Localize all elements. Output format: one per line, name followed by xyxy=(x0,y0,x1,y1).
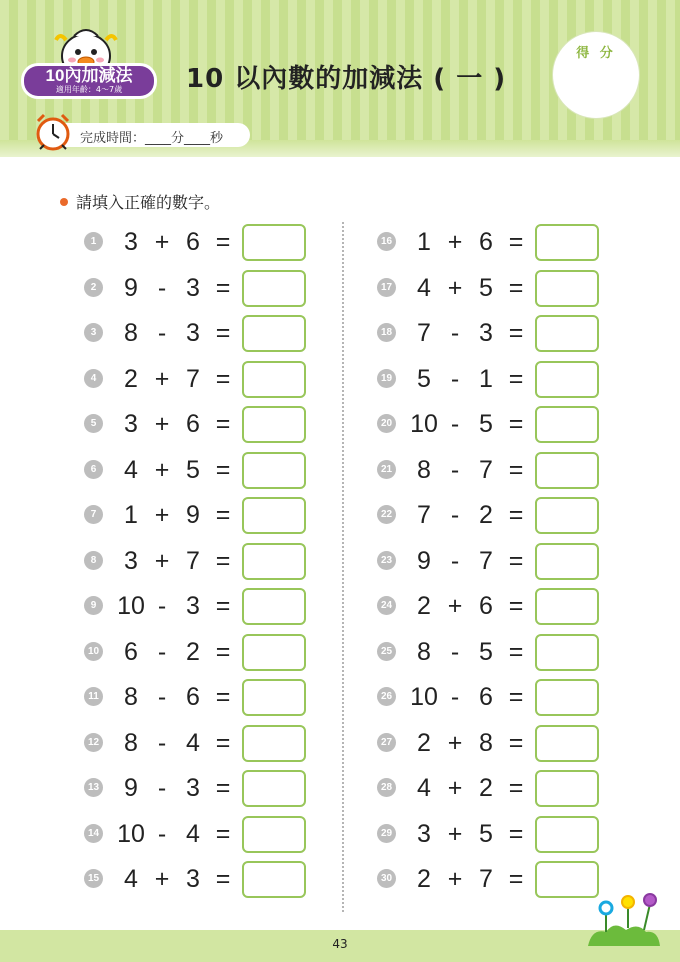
problem-row xyxy=(84,361,344,407)
operand-a: 2 xyxy=(124,364,138,393)
problem-row xyxy=(377,588,637,634)
equals-sign: = xyxy=(508,637,524,666)
answer-box[interactable] xyxy=(242,588,306,625)
operator: - xyxy=(450,683,460,711)
answer-box[interactable] xyxy=(242,406,306,443)
answer-box[interactable] xyxy=(535,816,599,853)
operator: + xyxy=(447,728,463,757)
problem-number: 10 xyxy=(84,642,103,661)
problem-number: 29 xyxy=(377,824,396,843)
operand-a: 9 xyxy=(417,546,431,575)
answer-box[interactable] xyxy=(535,543,599,580)
equals-sign: = xyxy=(215,637,231,666)
operand-b: 3 xyxy=(186,592,200,620)
equals-sign: = xyxy=(215,319,231,347)
age-badge xyxy=(24,66,154,96)
equals-sign: = xyxy=(508,364,524,393)
answer-box[interactable] xyxy=(242,816,306,853)
answer-box[interactable] xyxy=(535,270,599,307)
answer-box[interactable] xyxy=(242,315,306,352)
problem-row xyxy=(377,406,637,452)
problem-column-left xyxy=(84,224,344,907)
problem-row xyxy=(84,725,344,771)
problem-row xyxy=(377,543,637,589)
operand-b: 2 xyxy=(479,774,493,802)
operand-b: 7 xyxy=(186,364,200,393)
operator: - xyxy=(450,319,460,347)
equals-sign: = xyxy=(215,592,231,620)
problem-number: 2 xyxy=(84,278,103,297)
equals-sign: = xyxy=(508,774,524,802)
operand-a: 8 xyxy=(417,455,431,484)
operand-b: 7 xyxy=(479,546,493,575)
equals-sign: = xyxy=(508,273,524,302)
operand-b: 1 xyxy=(479,364,493,393)
answer-box[interactable] xyxy=(535,770,599,807)
problem-row xyxy=(84,543,344,589)
operand-b: 5 xyxy=(479,819,493,848)
badge-title: 10內加減法 xyxy=(45,66,133,85)
operand-a: 1 xyxy=(417,228,431,256)
problem-row xyxy=(377,452,637,498)
operand-b: 6 xyxy=(186,683,200,711)
problem-row xyxy=(84,224,344,270)
problem-row xyxy=(84,270,344,316)
completion-time-label: 完成時間：____分____秒 xyxy=(80,131,224,146)
problem-number: 20 xyxy=(377,414,396,433)
operand-b: 2 xyxy=(479,501,493,529)
problem-number: 26 xyxy=(377,687,396,706)
equals-sign: = xyxy=(508,865,524,893)
problem-number: 25 xyxy=(377,642,396,661)
operator: - xyxy=(157,637,167,666)
operator: - xyxy=(157,319,167,347)
operand-a: 10 xyxy=(410,683,438,711)
operand-a: 4 xyxy=(124,865,138,893)
equals-sign: = xyxy=(508,728,524,757)
equals-sign: = xyxy=(508,455,524,484)
operand-a: 2 xyxy=(417,728,431,757)
operand-a: 10 xyxy=(410,410,438,438)
answer-box[interactable] xyxy=(242,361,306,398)
equals-sign: = xyxy=(508,410,524,438)
completion-time-field[interactable] xyxy=(52,123,250,147)
operand-b: 3 xyxy=(186,865,200,893)
answer-box[interactable] xyxy=(242,543,306,580)
problem-number: 14 xyxy=(84,824,103,843)
answer-box[interactable] xyxy=(535,497,599,534)
operator: + xyxy=(154,501,170,529)
problem-row xyxy=(377,361,637,407)
operator: + xyxy=(447,592,463,620)
problem-row xyxy=(377,224,637,270)
equals-sign: = xyxy=(508,592,524,620)
equals-sign: = xyxy=(215,455,231,484)
problem-number: 24 xyxy=(377,596,396,615)
operand-b: 8 xyxy=(479,728,493,757)
operand-b: 5 xyxy=(479,637,493,666)
equals-sign: = xyxy=(508,501,524,529)
problem-number: 5 xyxy=(84,414,103,433)
equals-sign: = xyxy=(215,683,231,711)
operand-a: 3 xyxy=(124,546,138,575)
problem-row xyxy=(84,315,344,361)
answer-box[interactable] xyxy=(242,634,306,671)
operator: - xyxy=(157,774,167,802)
operand-a: 4 xyxy=(124,455,138,484)
operator: + xyxy=(154,865,170,893)
answer-box[interactable] xyxy=(242,725,306,762)
answer-box[interactable] xyxy=(535,452,599,489)
operator: + xyxy=(154,455,170,484)
problem-number: 19 xyxy=(377,369,396,388)
problem-number: 7 xyxy=(84,505,103,524)
operand-b: 4 xyxy=(186,819,200,848)
answer-box[interactable] xyxy=(242,770,306,807)
problem-number: 1 xyxy=(84,232,103,251)
operand-a: 10 xyxy=(117,592,145,620)
answer-box[interactable] xyxy=(535,406,599,443)
equals-sign: = xyxy=(508,683,524,711)
instruction-text: 請填入正確的數字。 xyxy=(76,193,221,212)
equals-sign: = xyxy=(215,865,231,893)
badge-subtitle: 適用年齡：4～7歲 xyxy=(55,85,123,94)
equals-sign: = xyxy=(215,364,231,393)
page-number: 43 xyxy=(332,937,348,951)
operator: - xyxy=(157,683,167,711)
operator: - xyxy=(450,364,460,393)
footer-band xyxy=(0,930,680,962)
problem-row xyxy=(377,270,637,316)
answer-box[interactable] xyxy=(535,361,599,398)
answer-box[interactable] xyxy=(535,679,599,716)
equals-sign: = xyxy=(215,273,231,302)
equals-sign: = xyxy=(215,819,231,848)
operator: + xyxy=(447,865,463,893)
operator: + xyxy=(447,819,463,848)
operator: - xyxy=(157,819,167,848)
operand-a: 8 xyxy=(417,637,431,666)
equals-sign: = xyxy=(215,728,231,757)
operand-b: 5 xyxy=(186,455,200,484)
problem-number: 30 xyxy=(377,869,396,888)
operand-a: 3 xyxy=(417,819,431,848)
problem-row xyxy=(84,816,344,862)
operand-a: 2 xyxy=(417,592,431,620)
operand-a: 3 xyxy=(124,410,138,438)
operand-b: 3 xyxy=(186,273,200,302)
operand-a: 9 xyxy=(124,774,138,802)
operand-b: 3 xyxy=(186,774,200,802)
answer-box[interactable] xyxy=(242,224,306,261)
equals-sign: = xyxy=(508,319,524,347)
problem-number: 3 xyxy=(84,323,103,342)
flowers-icon xyxy=(586,888,662,946)
answer-box[interactable] xyxy=(242,497,306,534)
problem-number: 28 xyxy=(377,778,396,797)
operand-b: 7 xyxy=(186,546,200,575)
operator: - xyxy=(450,546,460,575)
equals-sign: = xyxy=(508,819,524,848)
operand-a: 7 xyxy=(417,501,431,529)
answer-box[interactable] xyxy=(242,452,306,489)
problem-number: 17 xyxy=(377,278,396,297)
operand-a: 4 xyxy=(417,273,431,302)
problem-number: 4 xyxy=(84,369,103,388)
operand-b: 3 xyxy=(479,319,493,347)
problem-number: 6 xyxy=(84,460,103,479)
operand-b: 6 xyxy=(479,683,493,711)
operator: - xyxy=(450,455,460,484)
problem-number: 18 xyxy=(377,323,396,342)
operand-b: 4 xyxy=(186,728,200,757)
operator: - xyxy=(157,273,167,302)
answer-box[interactable] xyxy=(242,861,306,898)
equals-sign: = xyxy=(215,228,231,256)
operand-b: 6 xyxy=(479,592,493,620)
problem-row xyxy=(84,406,344,452)
operand-b: 6 xyxy=(186,228,200,256)
problem-row xyxy=(84,861,344,907)
problem-row xyxy=(84,497,344,543)
operand-b: 5 xyxy=(479,410,493,438)
bullet-dot-icon xyxy=(60,198,68,206)
alarm-clock-icon xyxy=(32,111,74,153)
problem-row xyxy=(377,770,637,816)
operand-a: 4 xyxy=(417,774,431,802)
operand-a: 10 xyxy=(117,819,145,848)
answer-box[interactable] xyxy=(535,588,599,625)
answer-box[interactable] xyxy=(535,634,599,671)
problem-number: 11 xyxy=(84,687,103,706)
problem-number: 15 xyxy=(84,869,103,888)
score-circle[interactable] xyxy=(553,32,639,118)
problem-row xyxy=(377,315,637,361)
operator: + xyxy=(447,273,463,302)
problem-row xyxy=(84,588,344,634)
operand-a: 2 xyxy=(417,865,431,893)
problem-number: 9 xyxy=(84,596,103,615)
operand-b: 2 xyxy=(186,637,200,666)
equals-sign: = xyxy=(508,228,524,256)
problem-number: 8 xyxy=(84,551,103,570)
operator: + xyxy=(154,546,170,575)
instruction xyxy=(60,190,220,213)
operator: + xyxy=(154,410,170,438)
problem-number: 12 xyxy=(84,733,103,752)
problem-number: 13 xyxy=(84,778,103,797)
problem-row xyxy=(377,497,637,543)
equals-sign: = xyxy=(215,410,231,438)
answer-box[interactable] xyxy=(242,679,306,716)
operand-a: 8 xyxy=(124,319,138,347)
operand-b: 6 xyxy=(479,228,493,256)
operator: - xyxy=(450,637,460,666)
problem-row xyxy=(377,725,637,771)
equals-sign: = xyxy=(215,501,231,529)
answer-box[interactable] xyxy=(535,224,599,261)
operator: - xyxy=(450,501,460,529)
problem-row xyxy=(377,634,637,680)
answer-box[interactable] xyxy=(535,315,599,352)
operand-a: 3 xyxy=(124,228,138,256)
operand-a: 7 xyxy=(417,319,431,347)
answer-box[interactable] xyxy=(535,725,599,762)
operand-a: 9 xyxy=(124,273,138,302)
problem-row xyxy=(84,679,344,725)
operand-b: 3 xyxy=(186,319,200,347)
operator: + xyxy=(154,228,170,256)
operator: + xyxy=(154,364,170,393)
operand-a: 8 xyxy=(124,683,138,711)
operand-a: 1 xyxy=(124,501,138,529)
problem-number: 21 xyxy=(377,460,396,479)
operator: + xyxy=(447,228,463,256)
operand-b: 9 xyxy=(186,501,200,529)
operator: - xyxy=(450,410,460,438)
equals-sign: = xyxy=(215,546,231,575)
score-label: 得 分 xyxy=(576,46,616,61)
problem-row xyxy=(377,679,637,725)
operator: - xyxy=(157,728,167,757)
equals-sign: = xyxy=(508,546,524,575)
operand-b: 7 xyxy=(479,455,493,484)
problem-column-right xyxy=(377,224,637,907)
page-title: 10 以內數的加減法 ( 一 ) xyxy=(186,64,507,94)
problem-row xyxy=(84,452,344,498)
answer-box[interactable] xyxy=(242,270,306,307)
problem-row xyxy=(84,634,344,680)
operand-b: 5 xyxy=(479,273,493,302)
operand-a: 6 xyxy=(124,637,138,666)
operand-b: 6 xyxy=(186,410,200,438)
operand-a: 8 xyxy=(124,728,138,757)
problem-row xyxy=(84,770,344,816)
problem-row xyxy=(377,816,637,862)
problem-number: 22 xyxy=(377,505,396,524)
operator: + xyxy=(447,774,463,802)
operand-a: 5 xyxy=(417,364,431,393)
operand-b: 7 xyxy=(479,865,493,893)
operator: - xyxy=(157,592,167,620)
problem-number: 23 xyxy=(377,551,396,570)
equals-sign: = xyxy=(215,774,231,802)
problem-number: 16 xyxy=(377,232,396,251)
problem-number: 27 xyxy=(377,733,396,752)
